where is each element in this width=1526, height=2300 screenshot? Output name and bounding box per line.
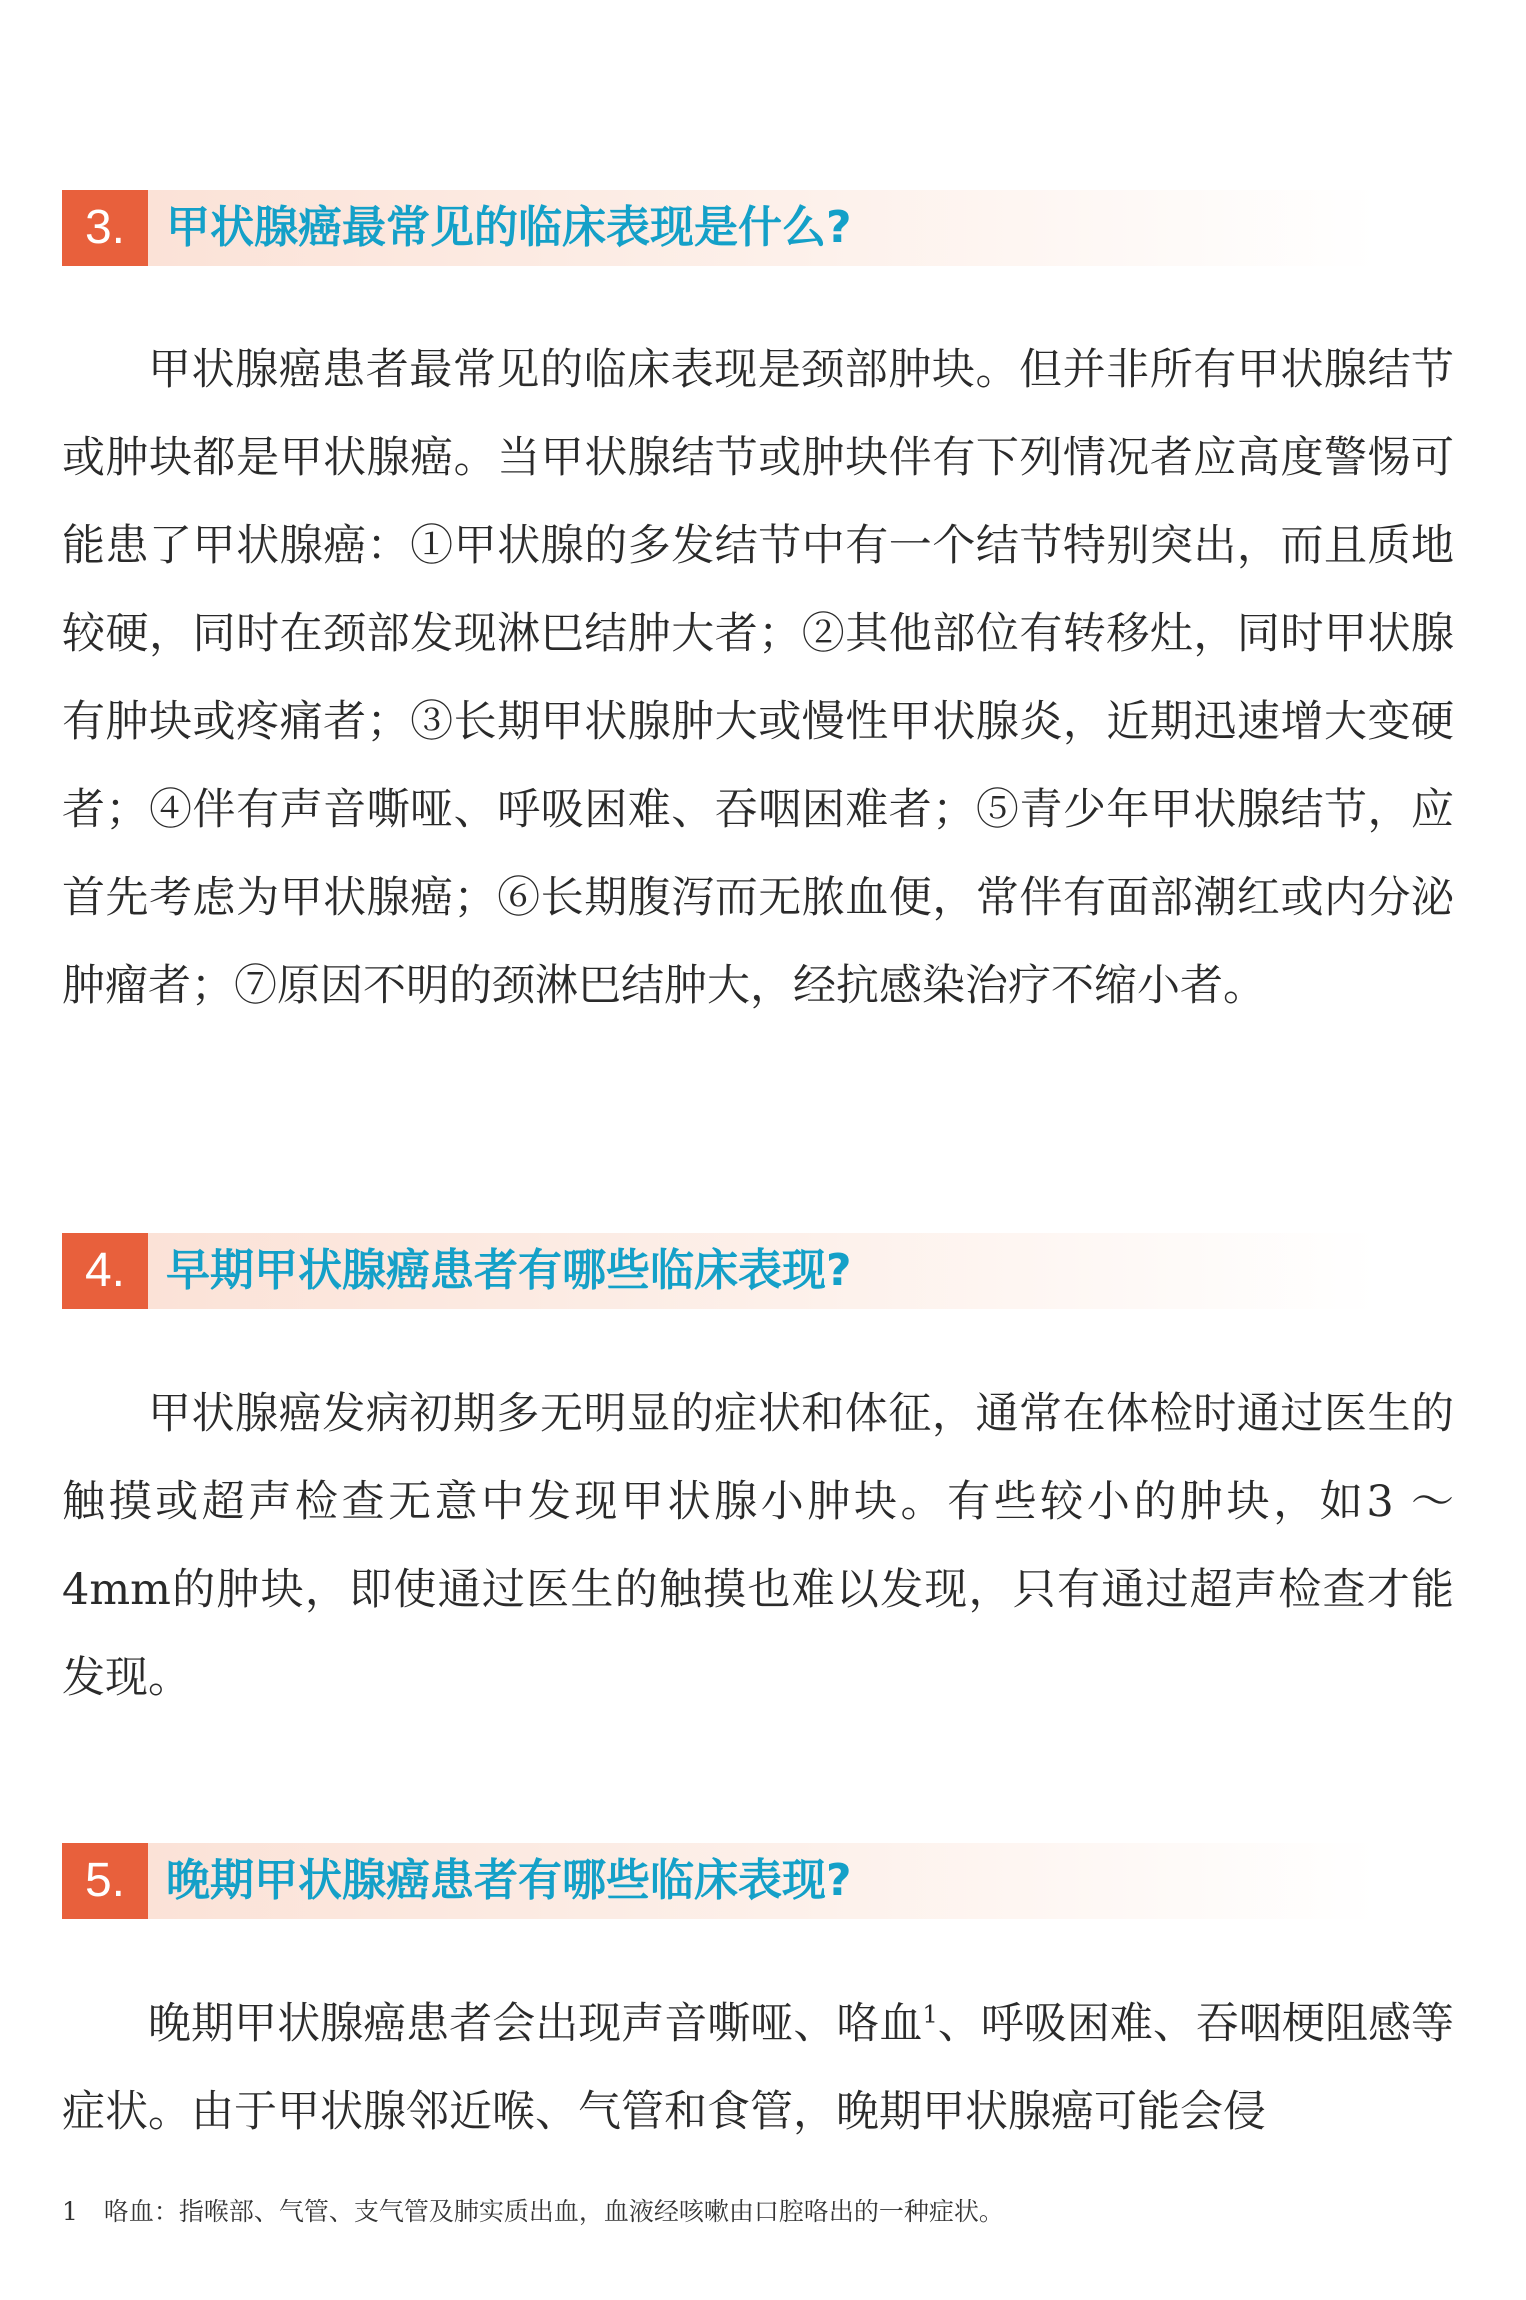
section-number: 3.: [62, 190, 148, 266]
section-5-header: [62, 1843, 1378, 1919]
footnote-number: 1: [62, 2197, 78, 2226]
section-number: 4.: [62, 1233, 148, 1309]
section-3-header: [62, 190, 1378, 266]
section-title: 晚期甲状腺癌患者有哪些临床表现?: [166, 1855, 852, 1906]
section-4-body: 甲状腺癌发病初期多无明显的症状和体征，通常在体检时通过医生的触摸或超声检查无意中发现甲状腺小肿块。有些较小的肿块，如3 ～ 4mm的肿块，即使通过医生的触摸也难以发现，只有通过超声检查才能发现。: [62, 1389, 1454, 1703]
section-4-header: [62, 1233, 1378, 1309]
footnote: [62, 2192, 1454, 2228]
section-title: 早期甲状腺癌患者有哪些临床表现?: [166, 1245, 852, 1296]
section-title: 甲状腺癌最常见的临床表现是什么?: [166, 202, 852, 253]
body-text-end: 、呼吸困难、吞咽梗阻感等症状。由于甲状腺邻近喉、气管和食管，晚期甲状腺癌可能会侵: [62, 1999, 1455, 2137]
footnote-text: 咯血：指喉部、气管、支气管及肺实质出血，血液经咳嗽由口腔咯出的一种症状。: [103, 2197, 1004, 2226]
body-text-start: 晚期甲状腺癌患者会出现声音嘶哑、咯血: [148, 1999, 923, 2049]
section-number: 5.: [62, 1843, 148, 1919]
section-5-body: [62, 1980, 1454, 2156]
section-3-body: 甲状腺癌患者最常见的临床表现是颈部肿块。但并非所有甲状腺结节或肿块都是甲状腺癌。当甲状腺结节或肿块伴有下列情况者应高度警惕可能患了甲状腺癌：①甲状腺的多发结节中有一个结节特别突出，而且质地较硬，同时在颈部发现淋巴结肿大者；②其他部位有转移灶，同时甲状腺有肿块或疼痛者；③长期甲状腺肿大或慢性甲状腺炎，近期迅速增大变硬者；④伴有声音嘶哑、呼吸困难、吞咽困难者；⑤青少年甲状腺结节，应首先考虑为甲状腺癌；⑥长期腹泻而无脓血便，常伴有面部潮红或内分泌肿瘤者；⑦原因不明的颈淋巴结肿大，经抗感染治疗不缩小者。: [62, 345, 1454, 1011]
footnote-marker: 1: [922, 2000, 938, 2029]
